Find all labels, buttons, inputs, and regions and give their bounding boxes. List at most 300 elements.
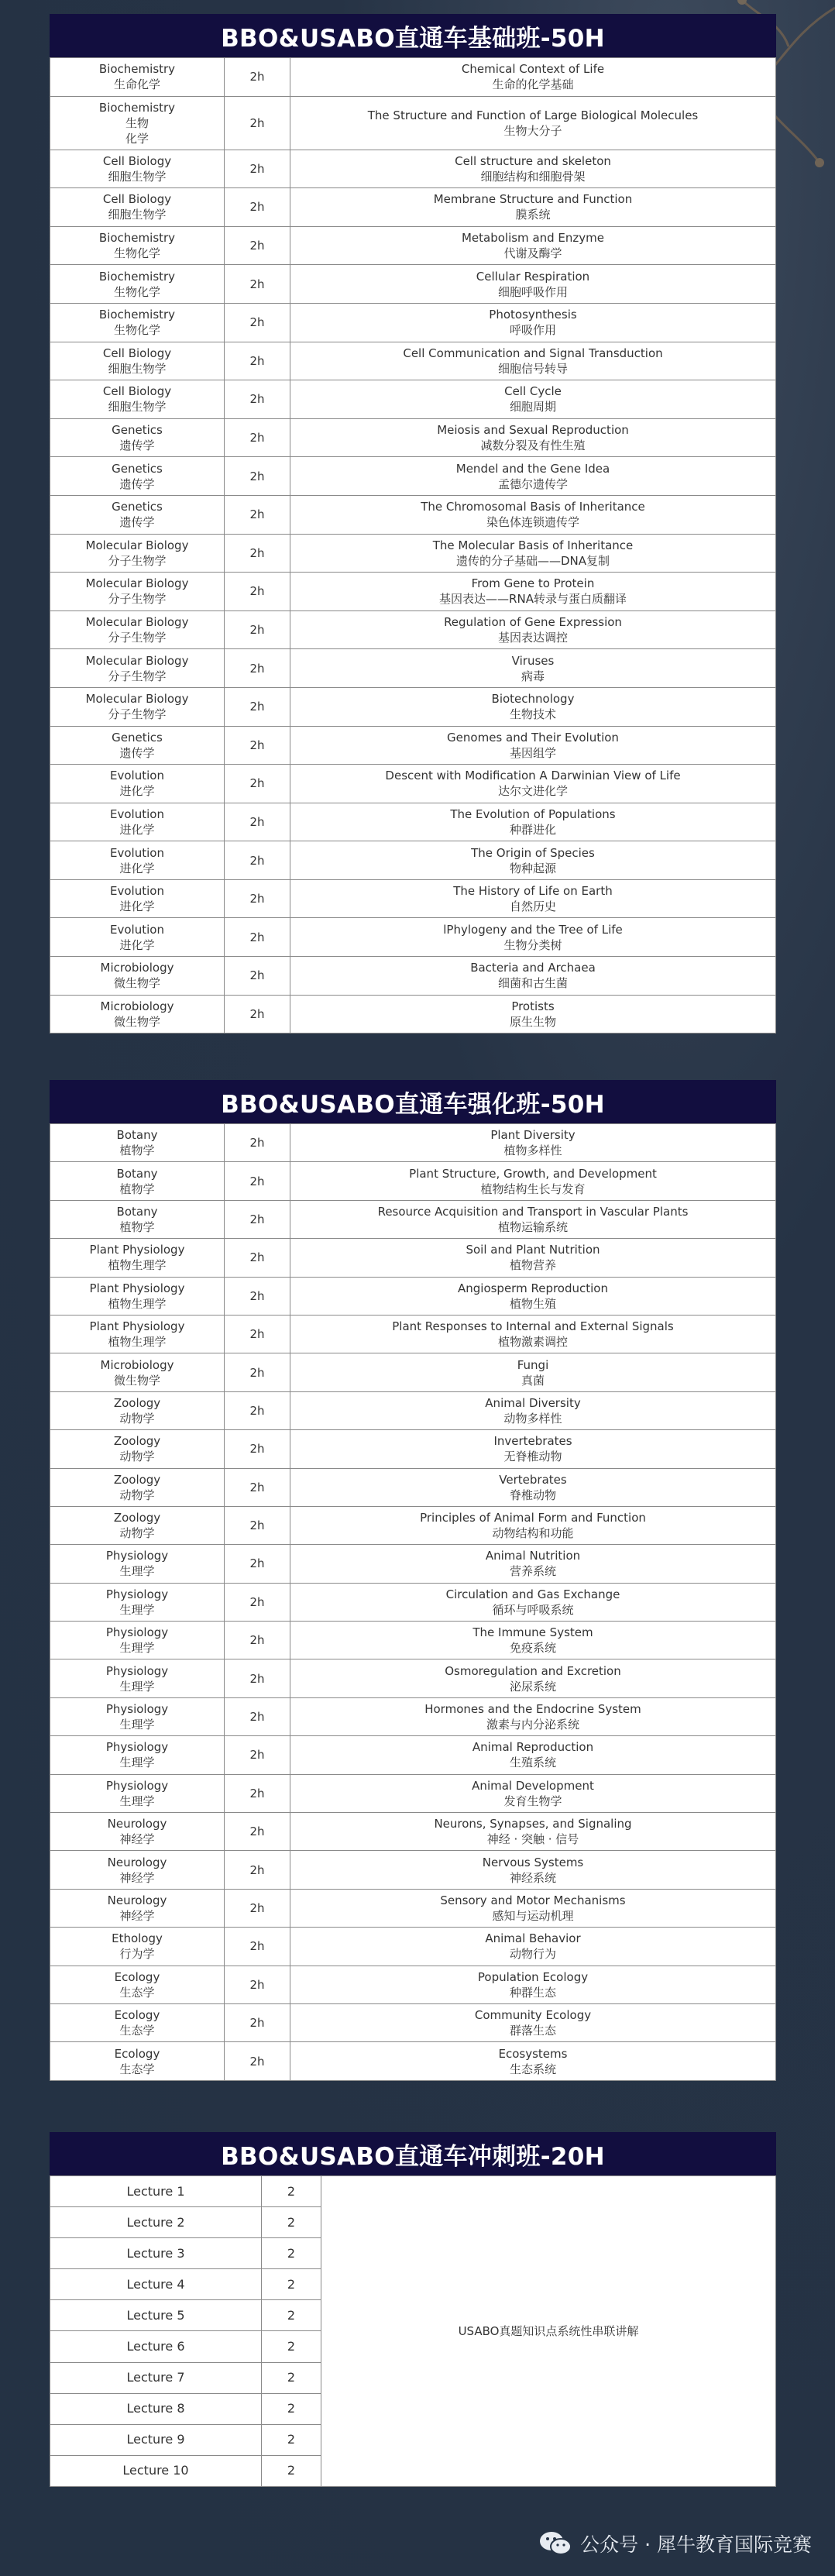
hours-cell: 2	[262, 2176, 321, 2207]
subject-cn: 植物学	[119, 1144, 155, 1158]
subject-cn: 进化学	[119, 937, 155, 952]
topic-cell	[290, 957, 776, 996]
topic-cn: 泌尿系统	[509, 1679, 556, 1694]
topic-en: Mendel and the Gene Idea	[455, 461, 610, 476]
sprint-course-section	[50, 2132, 776, 2487]
subject-cell	[50, 1353, 225, 1391]
subject-cn: 动物学	[119, 1411, 155, 1426]
footer-text: 公众号 · 犀牛教育国际竞赛	[580, 2533, 812, 2556]
subject-en: Botany	[116, 1128, 158, 1143]
topic-cell	[290, 995, 776, 1033]
subject-cell	[50, 841, 225, 880]
table-row	[50, 1239, 776, 1277]
footer-account	[0, 2527, 835, 2560]
subject-en: Zoology	[113, 1434, 161, 1449]
topic-en: Cellular Respiration	[476, 269, 590, 284]
hours-cell: 2h	[225, 1813, 290, 1851]
subject-en: Physiology	[105, 1663, 169, 1678]
subject-en: Molecular Biology	[85, 576, 189, 591]
topic-cn: 生殖系统	[509, 1756, 556, 1770]
topic-cell	[290, 687, 776, 726]
hours-cell: 2h	[225, 726, 290, 765]
topic-cell	[290, 879, 776, 918]
subject-cn: 细胞生物学	[108, 361, 167, 376]
subject-en: Physiology	[105, 1625, 169, 1640]
subject-cell	[50, 1928, 225, 1966]
subject-en: Ecology	[114, 1969, 160, 1984]
topic-cn: 动物结构和功能	[492, 1526, 574, 1541]
subject-en: Ecology	[114, 2046, 160, 2061]
sprint-course-title: BBO&USABO直通车冲刺班-20H	[50, 2132, 776, 2175]
subject-en: Botany	[116, 1204, 158, 1219]
subject-cn: 生理学	[119, 1756, 155, 1770]
subject-en: Ecology	[114, 2008, 160, 2023]
subject-cell	[50, 342, 225, 380]
topic-en: Plant Responses to Internal and External Signals	[392, 1319, 674, 1334]
lecture-cell: Lecture 4	[50, 2269, 262, 2300]
topic-cn: 群落生态	[509, 2024, 556, 2038]
topic-cn: 达尔文进化学	[497, 784, 568, 799]
subject-cell	[50, 418, 225, 457]
hours-cell: 2	[262, 2207, 321, 2238]
table-row	[50, 957, 776, 996]
subject-cn: 遗传学	[119, 476, 155, 491]
topic-cn: 生态系统	[509, 2062, 556, 2076]
topic-cell	[290, 1468, 776, 1506]
topic-en: Invertebrates	[493, 1434, 572, 1449]
advanced-course-title: BBO&USABO直通车强化班-50H	[50, 1080, 776, 1123]
hours-cell: 2h	[225, 1659, 290, 1697]
subject-cell	[50, 1583, 225, 1621]
subject-cell	[50, 687, 225, 726]
sprint-course-table	[50, 2175, 776, 2487]
subject-cn: 生命化学	[113, 77, 160, 92]
hours-cell: 2h	[225, 1200, 290, 1238]
topic-cell	[290, 303, 776, 342]
topic-cell	[290, 726, 776, 765]
table-row	[50, 610, 776, 649]
topic-cell	[290, 2003, 776, 2041]
table-row	[50, 2176, 776, 2207]
subject-cn: 生物	[125, 115, 149, 130]
topic-cn: 细胞呼吸作用	[497, 284, 568, 299]
hours-cell: 2	[262, 2300, 321, 2331]
topic-cn: 物种起源	[509, 861, 556, 875]
subject-cn: 生物化学	[113, 323, 160, 338]
lecture-cell: Lecture 1	[50, 2176, 262, 2207]
subject-cell	[50, 879, 225, 918]
subject-cn: 行为学	[119, 1947, 155, 1962]
subject-cell	[50, 1468, 225, 1506]
subject-en: Plant Physiology	[89, 1281, 185, 1295]
subject-cn: 细胞生物学	[108, 400, 167, 414]
hours-cell: 2h	[225, 1851, 290, 1889]
topic-cell	[290, 1928, 776, 1966]
topic-cell	[290, 649, 776, 688]
topic-cn: 病毒	[521, 669, 545, 683]
topic-cell	[290, 380, 776, 419]
topic-cell	[290, 1277, 776, 1315]
table-row	[50, 1928, 776, 1966]
subject-cell	[50, 1622, 225, 1659]
subject-cn: 动物学	[119, 1487, 155, 1502]
topic-en: The Origin of Species	[471, 845, 595, 860]
topic-en: Nervous Systems	[482, 1855, 584, 1869]
wechat-icon	[538, 2530, 572, 2557]
table-row	[50, 495, 776, 534]
subject-cell	[50, 2003, 225, 2041]
table-row	[50, 1622, 776, 1659]
topic-en: Angiosperm Reproduction	[457, 1281, 608, 1295]
topic-cn: 减数分裂及有性生殖	[480, 439, 586, 453]
subject-cn: 分子生物学	[108, 669, 167, 683]
subject-cell	[50, 957, 225, 996]
subject-cell	[50, 726, 225, 765]
subject-cell	[50, 226, 225, 265]
subject-cell	[50, 573, 225, 611]
topic-en: Membrane Structure and Function	[433, 192, 633, 207]
hours-cell: 2h	[225, 1506, 290, 1544]
table-row	[50, 1162, 776, 1200]
topic-cn: 代谢及酶学	[503, 246, 562, 261]
subject-en: Ethology	[112, 1931, 163, 1946]
subject-cell	[50, 265, 225, 304]
topic-cn: 植物激素调控	[497, 1335, 568, 1350]
topic-en: Population Ecology	[477, 1969, 589, 1984]
subject-cn: 遗传学	[119, 745, 155, 760]
subject-en: Neurology	[107, 1893, 167, 1907]
hours-cell: 2h	[225, 803, 290, 841]
topic-en: Vertebrates	[499, 1472, 567, 1487]
subject-cn: 植物学	[119, 1181, 155, 1196]
hours-cell: 2h	[225, 879, 290, 918]
subject-cell	[50, 1851, 225, 1889]
hours-cell: 2h	[225, 1622, 290, 1659]
hours-cell: 2h	[225, 1468, 290, 1506]
topic-en: Meiosis and Sexual Reproduction	[437, 423, 629, 438]
topic-cn: 孟德尔遗传学	[497, 476, 568, 491]
topic-en: Metabolism and Enzyme	[461, 231, 605, 246]
topic-cn: 神经系统	[509, 1870, 556, 1885]
hours-cell: 2h	[225, 58, 290, 97]
table-row	[50, 1506, 776, 1544]
subject-cn: 生态学	[119, 1985, 155, 2000]
subject-en: Molecular Biology	[85, 538, 189, 552]
subject-cell	[50, 1200, 225, 1238]
topic-cn: 基因表达调控	[497, 631, 568, 645]
subject-cn: 生态学	[119, 2062, 155, 2076]
table-row	[50, 188, 776, 227]
topic-cell	[290, 457, 776, 496]
hours-cell: 2h	[225, 342, 290, 380]
lecture-cell: Lecture 5	[50, 2300, 262, 2331]
hours-cell: 2	[262, 2455, 321, 2486]
subject-cell	[50, 1736, 225, 1774]
topic-cell	[290, 765, 776, 803]
subject-cell	[50, 1889, 225, 1927]
hours-cell: 2h	[225, 418, 290, 457]
topic-en: Bacteria and Archaea	[470, 961, 596, 975]
table-row	[50, 58, 776, 97]
subject-cn: 分子生物学	[108, 592, 167, 607]
topic-cn: 细菌和古生菌	[497, 976, 568, 991]
hours-cell: 2	[262, 2269, 321, 2300]
table-row	[50, 2003, 776, 2041]
hours-cell: 2h	[225, 1545, 290, 1583]
subject-cell	[50, 918, 225, 957]
table-row	[50, 1659, 776, 1697]
subject-en: Molecular Biology	[85, 615, 189, 630]
subject-cn: 动物学	[119, 1526, 155, 1541]
topic-en: lPhylogeny and the Tree of Life	[443, 922, 623, 937]
hours-cell: 2	[262, 2393, 321, 2424]
subject-cn: 遗传学	[119, 439, 155, 453]
topic-en: The History of Life on Earth	[453, 884, 613, 899]
hours-cell: 2h	[225, 649, 290, 688]
topic-en: The Chromosomal Basis of Inheritance	[421, 500, 645, 514]
subject-cn: 生理学	[119, 1602, 155, 1617]
topic-cn: 染色体连锁遗传学	[486, 515, 579, 530]
topic-cn: 原生生物	[509, 1014, 556, 1029]
topic-cell	[290, 1622, 776, 1659]
hours-cell: 2h	[225, 2042, 290, 2080]
subject-cn: 动物学	[119, 1450, 155, 1464]
subject-cell	[50, 188, 225, 227]
subject-en: Biochemistry	[98, 269, 176, 284]
table-row	[50, 96, 776, 150]
hours-cell: 2h	[225, 765, 290, 803]
subject-en: Zoology	[113, 1511, 161, 1525]
topic-en: The Immune System	[472, 1625, 593, 1640]
topic-cell	[290, 534, 776, 573]
subject-en: Evolution	[110, 845, 164, 860]
hours-cell: 2h	[225, 1430, 290, 1468]
table-row	[50, 879, 776, 918]
hours-cell: 2h	[225, 1315, 290, 1353]
subject-cell	[50, 1391, 225, 1429]
lecture-cell: Lecture 8	[50, 2393, 262, 2424]
subject-en: Molecular Biology	[85, 692, 189, 707]
table-row	[50, 226, 776, 265]
topic-cn: 基因组学	[509, 745, 556, 760]
topic-cn: 动物行为	[509, 1947, 556, 1962]
subject-cn: 细胞生物学	[108, 169, 167, 184]
table-row	[50, 457, 776, 496]
lecture-cell: Lecture 9	[50, 2424, 262, 2455]
subject-cell	[50, 803, 225, 841]
hours-cell: 2h	[225, 457, 290, 496]
subject-en: Physiology	[105, 1702, 169, 1717]
table-row	[50, 687, 776, 726]
subject-cell	[50, 1277, 225, 1315]
hours-cell: 2h	[225, 495, 290, 534]
topic-cell	[290, 1162, 776, 1200]
topic-en: Protists	[511, 999, 555, 1013]
hours-cell: 2h	[225, 2003, 290, 2041]
subject-cn: 分子生物学	[108, 553, 167, 568]
topic-cn: 脊椎动物	[509, 1487, 556, 1502]
topic-cn: 植物多样性	[503, 1144, 562, 1158]
subject-cn: 微生物学	[113, 976, 160, 991]
subject-en: Genetics	[112, 423, 163, 438]
subject-en: Microbiology	[100, 999, 174, 1013]
subject-en: Zoology	[113, 1472, 161, 1487]
subject-cn: 进化学	[119, 899, 155, 914]
subject-en: Botany	[116, 1166, 158, 1181]
subject-en: Plant Physiology	[89, 1319, 185, 1334]
topic-cn: 生物分类树	[503, 937, 562, 952]
topic-cell	[290, 342, 776, 380]
topic-en: Osmoregulation and Excretion	[445, 1663, 621, 1678]
subject-cn: 神经学	[119, 1870, 155, 1885]
hours-cell: 2h	[225, 610, 290, 649]
hours-cell: 2h	[225, 1774, 290, 1812]
topic-en: Animal Development	[472, 1778, 594, 1793]
subject-en: Biochemistry	[98, 62, 176, 77]
topic-cn: 激素与内分泌系统	[486, 1718, 579, 1732]
topic-cell	[290, 1697, 776, 1735]
subject-cell	[50, 1659, 225, 1697]
table-row	[50, 649, 776, 688]
subject-cn: 细胞生物学	[108, 208, 167, 222]
subject-cn: 生物化学	[113, 284, 160, 299]
advanced-course-section	[50, 1080, 776, 2081]
lecture-cell: Lecture 6	[50, 2331, 262, 2362]
table-row	[50, 1813, 776, 1851]
hours-cell: 2h	[225, 573, 290, 611]
topic-cn: 细胞信号转导	[497, 361, 568, 376]
subject-en: Cell Biology	[102, 346, 172, 360]
table-row	[50, 1391, 776, 1429]
subject-en: Genetics	[112, 730, 163, 745]
hours-cell: 2h	[225, 226, 290, 265]
subject-cell	[50, 765, 225, 803]
table-row	[50, 995, 776, 1033]
subject-cell	[50, 495, 225, 534]
lecture-cell: Lecture 10	[50, 2455, 262, 2486]
hours-cell: 2	[262, 2424, 321, 2455]
topic-en: Plant Diversity	[490, 1128, 576, 1143]
subject-cell	[50, 96, 225, 150]
topic-en: Sensory and Motor Mechanisms	[440, 1893, 626, 1907]
hours-cell: 2h	[225, 380, 290, 419]
subject-cell	[50, 1506, 225, 1544]
topic-cell	[290, 1430, 776, 1468]
topic-cell	[290, 803, 776, 841]
topic-en: Fungi	[517, 1357, 549, 1372]
hours-cell: 2h	[225, 841, 290, 880]
table-row	[50, 1889, 776, 1927]
topic-en: Circulation and Gas Exchange	[445, 1587, 620, 1601]
hours-cell: 2h	[225, 1124, 290, 1162]
subject-cell	[50, 1545, 225, 1583]
table-row	[50, 1966, 776, 2003]
hours-cell: 2h	[225, 1966, 290, 2003]
table-row	[50, 1277, 776, 1315]
subject-cn: 神经学	[119, 1909, 155, 1923]
subject-cn-2: 化学	[125, 131, 149, 146]
advanced-course-table	[50, 1123, 776, 2081]
topic-cell	[290, 1315, 776, 1353]
subject-en: Molecular Biology	[85, 653, 189, 668]
hours-cell: 2h	[225, 1736, 290, 1774]
topic-cell	[290, 1813, 776, 1851]
table-row	[50, 2042, 776, 2080]
hours-cell: 2h	[225, 188, 290, 227]
topic-en: Genomes and Their Evolution	[447, 730, 619, 745]
table-row	[50, 1124, 776, 1162]
topic-cell	[290, 1583, 776, 1621]
topic-cell	[290, 265, 776, 304]
topic-cell	[290, 841, 776, 880]
lecture-cell: Lecture 3	[50, 2238, 262, 2269]
subject-cn: 微生物学	[113, 1014, 160, 1029]
topic-cell	[290, 1506, 776, 1544]
table-row	[50, 765, 776, 803]
subject-cell	[50, 380, 225, 419]
subject-en: Evolution	[110, 807, 164, 821]
basic-course-title: BBO&USABO直通车基础班-50H	[50, 14, 776, 57]
topic-cell	[290, 1659, 776, 1697]
subject-en: Cell Biology	[102, 153, 172, 168]
subject-en: Physiology	[105, 1587, 169, 1601]
topic-cell	[290, 1889, 776, 1927]
table-row	[50, 1430, 776, 1468]
topic-cell	[290, 918, 776, 957]
subject-en: Cell Biology	[102, 384, 172, 399]
topic-en: Soil and Plant Nutrition	[466, 1243, 600, 1257]
subject-cn: 分子生物学	[108, 631, 167, 645]
lecture-cell: Lecture 7	[50, 2362, 262, 2393]
subject-cn: 生理学	[119, 1564, 155, 1579]
hours-cell: 2	[262, 2238, 321, 2269]
hours-cell: 2h	[225, 687, 290, 726]
table-row	[50, 150, 776, 188]
topic-cn: 循环与呼吸系统	[492, 1602, 574, 1617]
subject-en: Physiology	[105, 1549, 169, 1563]
topic-en: Chemical Context of Life	[461, 62, 605, 77]
subject-en: Physiology	[105, 1778, 169, 1793]
lecture-cell: Lecture 2	[50, 2207, 262, 2238]
sprint-description: USABO真题知识点系统性串联讲解	[321, 2176, 776, 2487]
table-row	[50, 342, 776, 380]
table-row	[50, 841, 776, 880]
topic-en: Regulation of Gene Expression	[444, 615, 622, 630]
subject-en: Cell Biology	[102, 192, 172, 207]
subject-cell	[50, 1239, 225, 1277]
topic-en: Animal Nutrition	[485, 1549, 581, 1563]
table-row	[50, 1736, 776, 1774]
topic-cell	[290, 1391, 776, 1429]
topic-cell	[290, 1774, 776, 1812]
subject-en: Neurology	[107, 1817, 167, 1831]
subject-cell	[50, 1813, 225, 1851]
topic-en: The Structure and Function of Large Biological Molecules	[367, 108, 699, 122]
hours-cell: 2	[262, 2362, 321, 2393]
subject-cn: 微生物学	[113, 1373, 160, 1388]
topic-cell	[290, 495, 776, 534]
hours-cell: 2h	[225, 1353, 290, 1391]
topic-cn: 自然历史	[509, 899, 556, 914]
topic-en: Animal Behavior	[485, 1931, 581, 1946]
subject-cell	[50, 1315, 225, 1353]
topic-en: Cell Cycle	[504, 384, 562, 399]
subject-cell	[50, 1124, 225, 1162]
table-row	[50, 918, 776, 957]
table-row	[50, 1851, 776, 1889]
hours-cell: 2h	[225, 995, 290, 1033]
topic-cell	[290, 610, 776, 649]
